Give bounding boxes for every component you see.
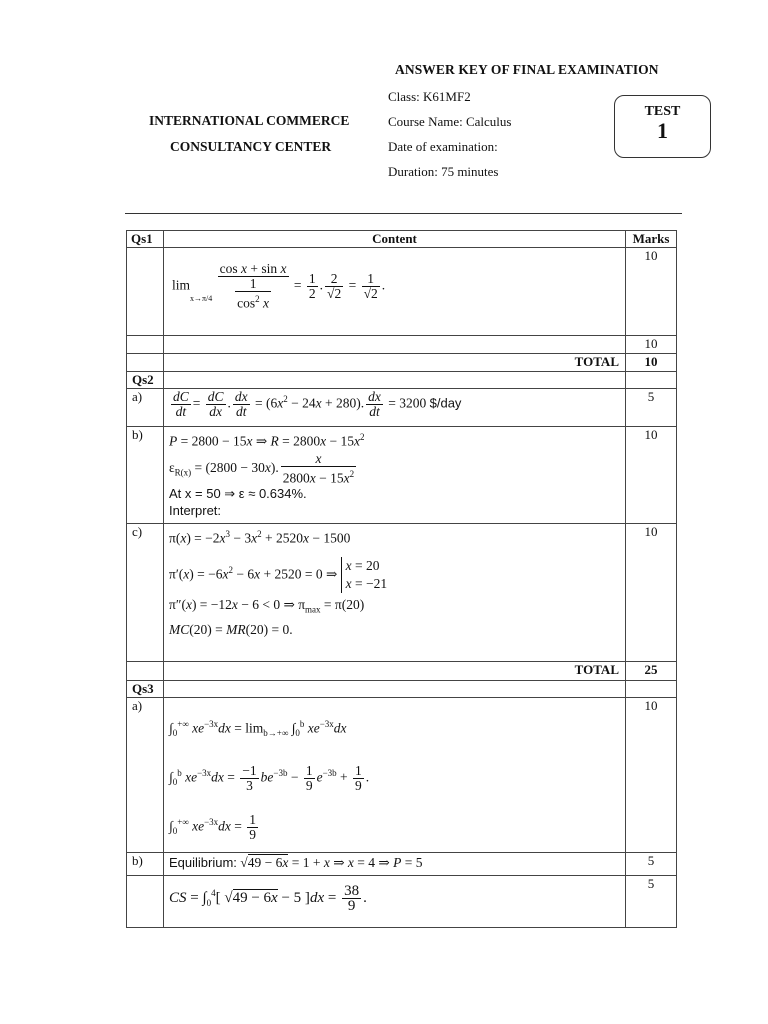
test-label: TEST — [644, 104, 681, 119]
q1-total: 10 — [626, 354, 677, 372]
q3b-equilibrium-label: Equilibrium: — [169, 854, 237, 870]
col-header-q: Qs1 — [127, 231, 164, 248]
table-row — [127, 698, 677, 853]
q3c-marks: 5 — [626, 875, 677, 927]
test-badge — [614, 95, 711, 158]
table-header-row — [127, 231, 677, 248]
col-header-content: Content — [164, 231, 626, 248]
q2c-content: $\pi(x) = -2x^3 - 3x^2 + 2520x - 1500$ $\pi'(x) = -6x^2 - 6x + 2520 = 0$ ⇒ x = 20 x = −21 π″(x) = −12x − 6 < 0 ⇒ $\pi_{max} = \pi(20)$ MC(20) = MR(20) = 0. — [164, 524, 626, 662]
q1-marks-sub: 10 — [626, 336, 677, 354]
table-row — [127, 662, 677, 681]
q3b-marks: 5 — [626, 852, 677, 875]
q3a-marks: 10 — [626, 698, 677, 853]
exam-title: ANSWER KEY OF FINAL EXAMINATION — [395, 62, 659, 77]
q2b-at-line: At x = 50 ⇒ ε ≈ 0.634%. — [169, 486, 307, 501]
table-row — [127, 681, 677, 698]
test-number: 1 — [657, 118, 668, 143]
table-row — [127, 852, 677, 875]
q1-total-label: TOTAL — [164, 354, 626, 372]
table-row — [127, 336, 677, 354]
q2a-marks: 5 — [626, 389, 677, 427]
q3b-label: b) — [127, 852, 164, 875]
q2c-label: c) — [127, 524, 164, 662]
table-row — [127, 524, 677, 662]
q3c-content: CS = $\int_0^4$[ √49 − 6x − 5 ]dx = $\frac{38}{9}$ . — [164, 875, 626, 927]
q2c-marks: 10 — [626, 524, 677, 662]
table-row — [127, 875, 677, 927]
col-header-marks: Marks — [626, 231, 677, 248]
q2b-label: b) — [127, 427, 164, 524]
table-row — [127, 248, 677, 336]
answer-table — [126, 230, 677, 928]
table-row — [127, 389, 677, 427]
table-row — [127, 427, 677, 524]
org-name-line1: INTERNATIONAL COMMERCE — [149, 113, 350, 128]
q2a-unit: $/day — [429, 395, 462, 411]
class-field: Class: K61MF2 — [388, 89, 471, 104]
q2-total-label: TOTAL — [164, 662, 626, 681]
header-divider — [125, 213, 682, 214]
org-name-line2: CONSULTANCY CENTER — [170, 139, 332, 154]
q1-content: $\lim_{x\to\pi/4}$ $\frac{\text{cos x + sin x}}{\frac{1}{\cos^2 x}}$ = $\frac{1}{2}$ . $\frac{2}{√2}$ = $\frac{1}{√2}$ . — [164, 248, 626, 336]
q2b-content: P = 2800 − 15x ⇒ $R = 2800x - 15x^2$ $\varepsilon_{R(x)} = (2800 - 30x)$. $\frac{x}{2800x - 15x^2}$ At x = 50 ⇒ ε ≈ 0.634%. Interpret: — [164, 427, 626, 524]
q3a-label: a) — [127, 698, 164, 853]
q2-label: Qs2 — [127, 372, 164, 389]
table-row — [127, 354, 677, 372]
duration-field: Duration: 75 minutes — [388, 164, 499, 179]
q2-total: 25 — [626, 662, 677, 681]
q2b-interpret: Interpret: — [169, 503, 222, 518]
q3b-content: Equilibrium: √49 − 6x = 1 + x ⇒ x = 4 ⇒ P = 5 — [164, 852, 626, 875]
q3a-content: $\int_0^{+\infty}$ $xe^{-3x}dx = \lim_{b\to+\infty} \int_0^b$ $xe^{-3x}dx$ $\int_0^b$ $xe^{-3x}dx$ = $\frac{-1}{3}$ $be^{-3b}$ − $\frac{1}{9}$ $e^{-3b}$ + $\frac{1}{9}$ . $\int_0^{+\infty}$ $xe^{-3x}dx$ = $\frac{1}{9}$ — [164, 698, 626, 853]
q2b-marks: 10 — [626, 427, 677, 524]
q1-marks: 10 — [626, 248, 677, 336]
q2a-label: a) — [127, 389, 164, 427]
q3-label: Qs3 — [127, 681, 164, 698]
q2a-content: $\frac{dC}{dt}$ = $\frac{dC}{dx}$ . $\frac{dx}{dt}$ = $(6x^2 - 24x + 280)$. $\frac{dx}{dt}$ = 3200 $/day — [164, 389, 626, 427]
date-field: Date of examination: — [388, 139, 498, 154]
course-field: Course Name: Calculus — [388, 114, 512, 129]
table-row — [127, 372, 677, 389]
